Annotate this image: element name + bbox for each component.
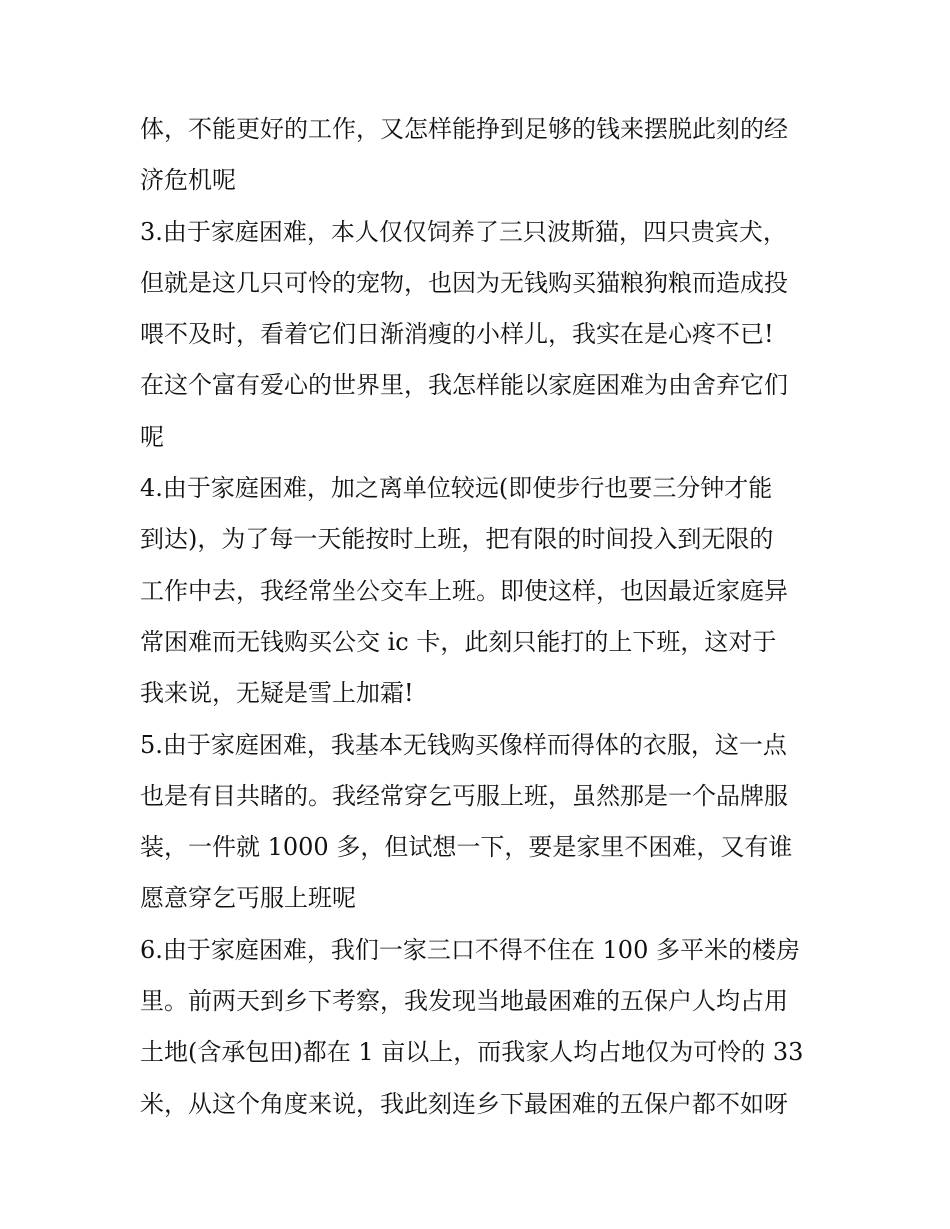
text-line: 但就是这几只可怜的宠物，也因为无钱购买猫粮狗粮而造成投 <box>140 268 788 297</box>
text-line: 米，从这个角度来说，我此刻连乡下最困难的五保户都不如呀 <box>140 1089 788 1118</box>
text-line: 5.由于家庭困难，我基本无钱购买像样而得体的衣服，这一点 <box>140 730 787 759</box>
text-line: 体，不能更好的工作，又怎样能挣到足够的钱来摆脱此刻的经 <box>140 115 788 143</box>
text-line: 喂不及时，看着它们日渐消瘦的小样儿，我实在是心疼不已! <box>140 320 774 349</box>
text-line: 济危机呢 <box>140 166 236 195</box>
text-line: 常困难而无钱购买公交 ic 卡，此刻只能打的上下班，这对于 <box>140 627 777 656</box>
text-line: 工作中去，我经常坐公交车上班。即使这样，也因最近家庭异 <box>140 576 788 605</box>
text-line: 3.由于家庭困难，本人仅仅饲养了三只波斯猫，四只贵宾犬， <box>140 217 787 246</box>
text-line: 呢 <box>140 422 164 451</box>
text-line: 到达)，为了每一天能按时上班，把有限的时间投入到无限的 <box>140 525 774 554</box>
text-line: 愿意穿乞丐服上班呢 <box>140 884 356 913</box>
text-line: 在这个富有爱心的世界里，我怎样能以家庭困难为由舍弃它们 <box>140 371 788 400</box>
text-line: 4.由于家庭困难，加之离单位较远(即使步行也要三分钟才能 <box>140 474 773 503</box>
document-body <box>140 104 820 1130</box>
text-line: 我来说，无疑是雪上加霜! <box>140 679 414 708</box>
text-line: 土地(含承包田)都在 1 亩以上，而我家人均占地仅为可怜的 33 <box>140 1038 804 1067</box>
text-line: 装，一件就 1000 多，但试想一下，要是家里不困难，又有谁 <box>140 833 793 862</box>
text-line: 也是有目共睹的。我经常穿乞丐服上班，虽然那是一个品牌服 <box>140 781 788 810</box>
text-line: 6.由于家庭困难，我们一家三口不得不住在 100 多平米的楼房 <box>140 935 800 964</box>
text-line: 里。前两天到乡下考察，我发现当地最困难的五保户人均占用 <box>140 987 788 1016</box>
